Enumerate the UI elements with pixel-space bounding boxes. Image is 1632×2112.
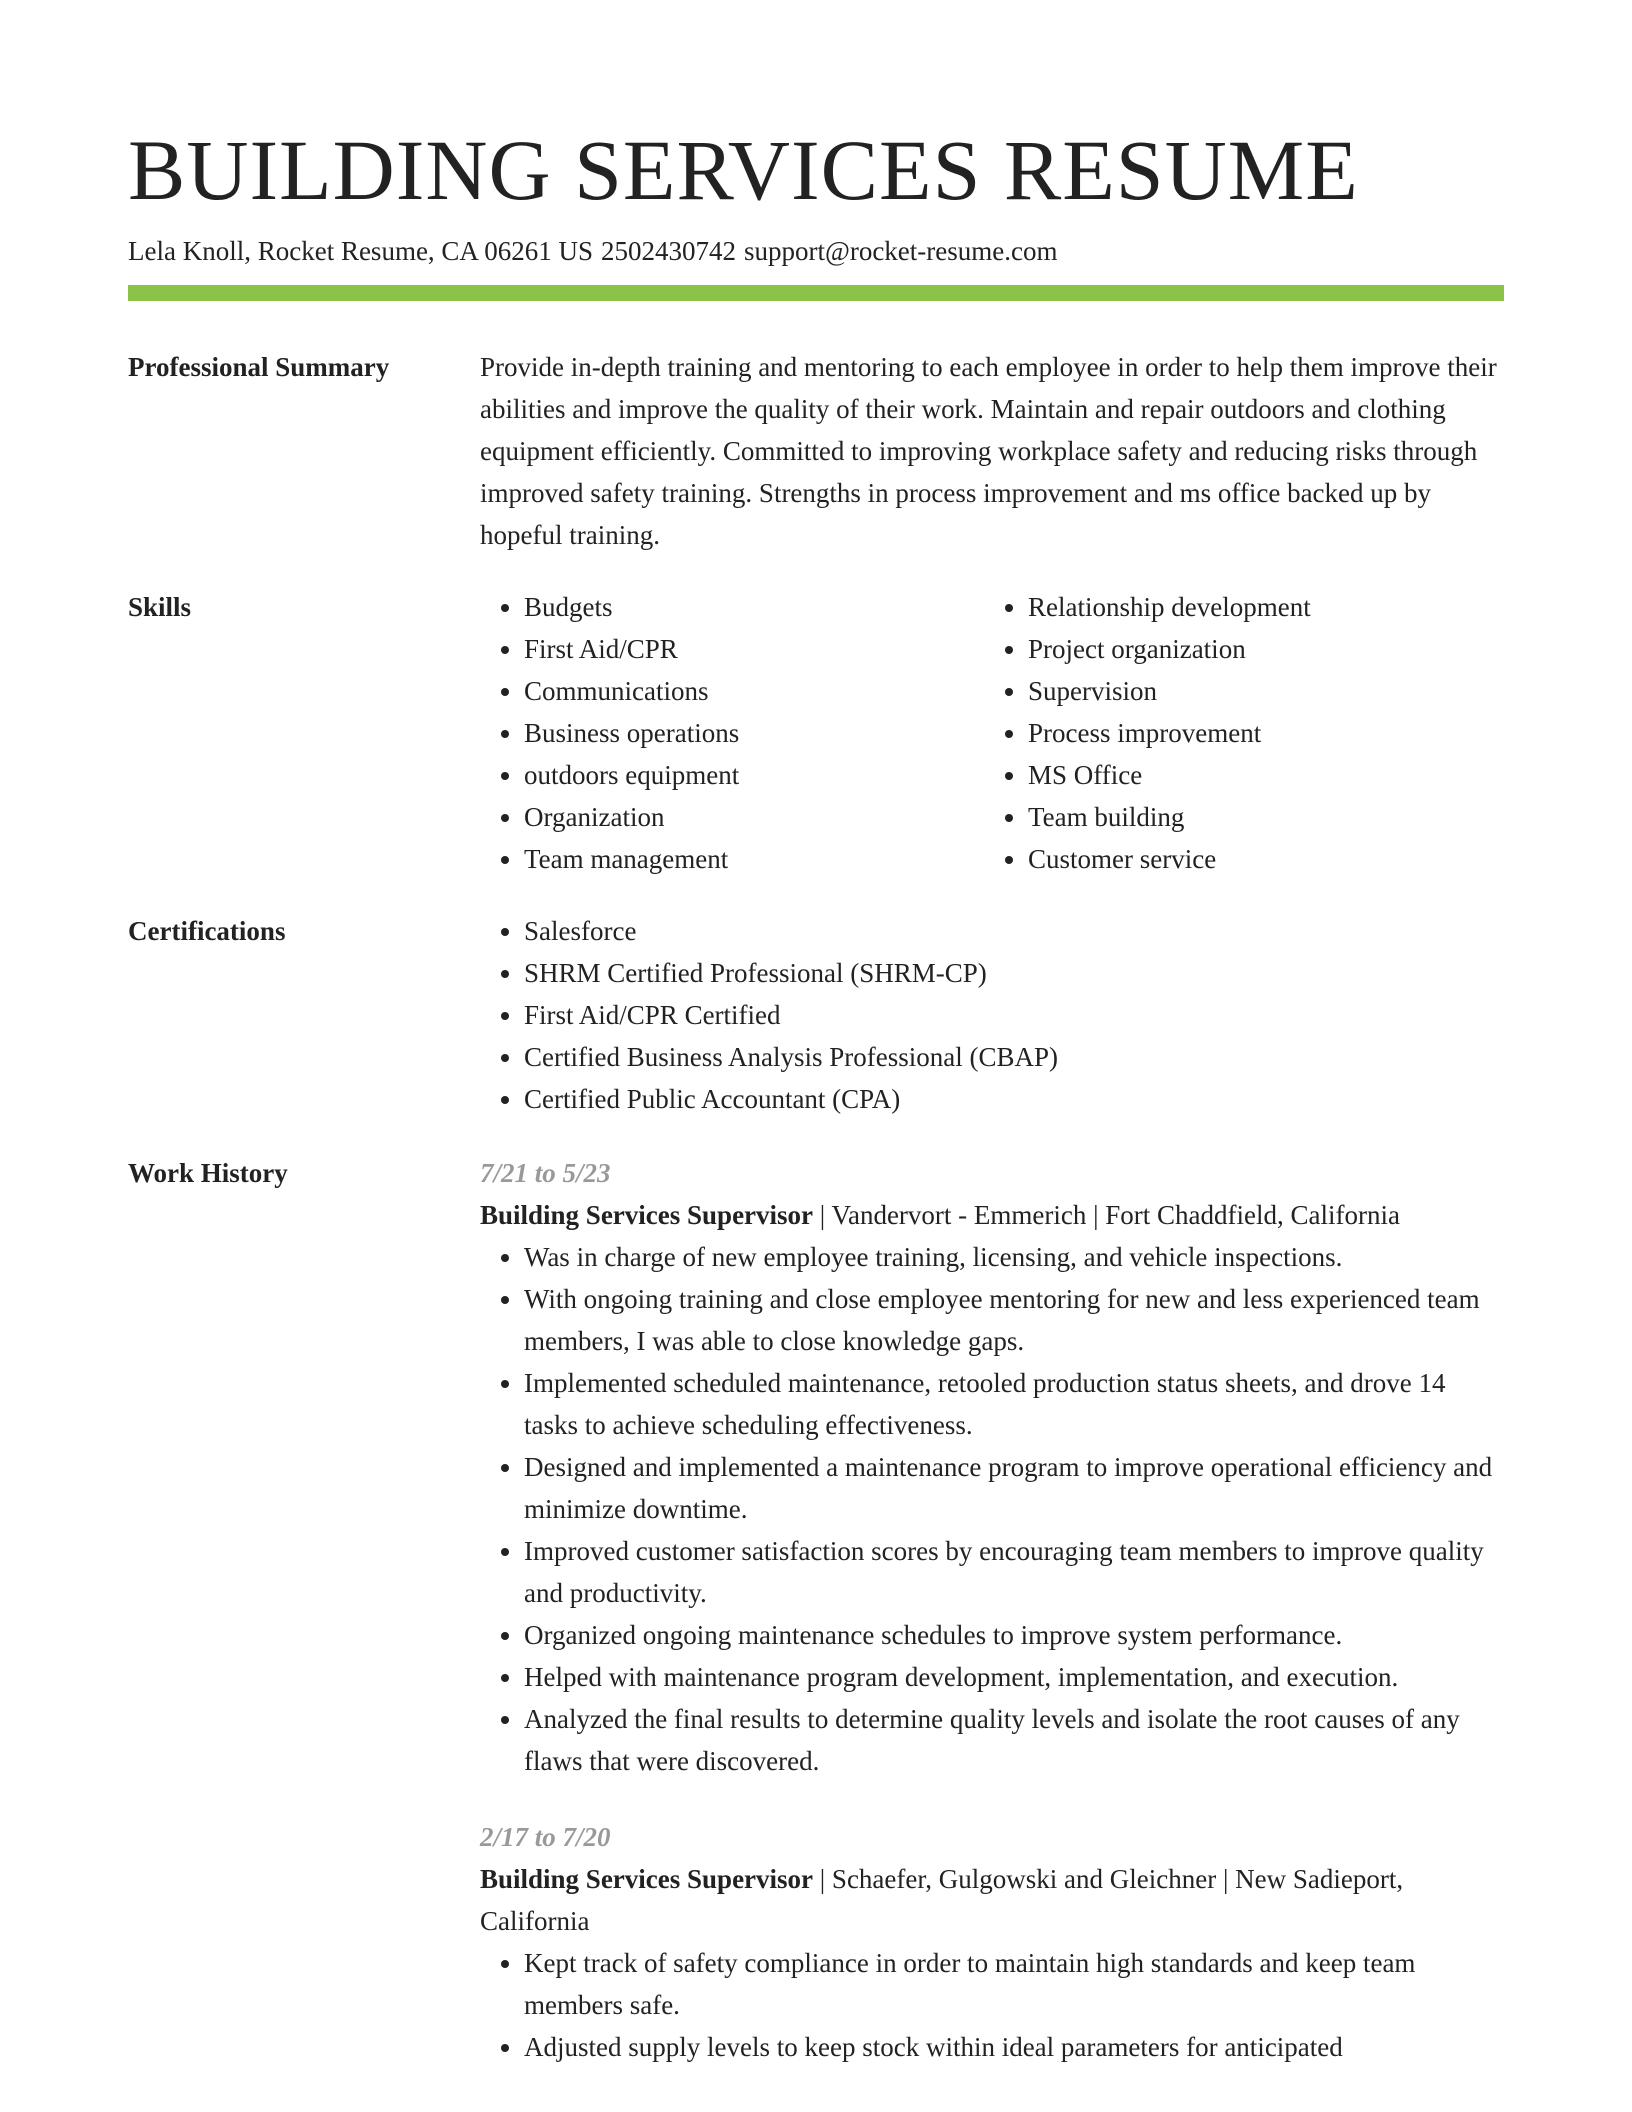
summary-body bbox=[480, 346, 1504, 556]
skills-column-right bbox=[984, 586, 1488, 880]
job-heading-line bbox=[480, 1858, 1504, 1942]
skill-item: • Relationship development bbox=[1028, 586, 1488, 628]
certification-item: • Salesforce bbox=[524, 910, 1504, 952]
certification-item: • SHRM Certified Professional (SHRM-CP) bbox=[524, 952, 1504, 994]
job-heading-line bbox=[480, 1194, 1504, 1236]
contact-phone: 2502430742 bbox=[600, 236, 736, 266]
skills-grid bbox=[480, 586, 1504, 880]
job-bullet: • Was in charge of new employee training, licensing, and vehicle inspections. bbox=[524, 1236, 1504, 1278]
skills-column-left bbox=[480, 586, 984, 880]
job-entry bbox=[480, 1152, 1504, 1782]
job-dates: 7/21 to 5/23 bbox=[480, 1158, 611, 1188]
certifications-list bbox=[480, 910, 1504, 1120]
job-bullet: • Kept track of safety compliance in order to maintain high standards and keep team members safe. bbox=[524, 1942, 1504, 2026]
skill-item: • Business operations bbox=[524, 712, 984, 754]
skill-item: • First Aid/CPR bbox=[524, 628, 984, 670]
certification-item: • Certified Business Analysis Professional (CBAP) bbox=[524, 1036, 1504, 1078]
skill-item: • Budgets bbox=[524, 586, 984, 628]
work-history-heading: Work History bbox=[128, 1158, 288, 1188]
summary-text: Provide in-depth training and mentoring to each employee in order to help them improve their abilities and improve the quality of their work. Maintain and repair outdoors and clothing equipment efficiently. Committed to improving workplace safety and reducing risks through improved safety training. Strengths in process improvement and ms office backed up by hopeful training. bbox=[480, 352, 1497, 550]
skill-item: • Supervision bbox=[1028, 670, 1488, 712]
skill-item: • Communications bbox=[524, 670, 984, 712]
contact-email: support@rocket-resume.com bbox=[743, 236, 1058, 266]
job-title: Building Services Supervisor bbox=[480, 1200, 814, 1230]
resume-header bbox=[128, 120, 1504, 268]
work-history-body bbox=[480, 1152, 1504, 2068]
job-bullet: • Improved customer satisfaction scores by encouraging team members to improve quality and productivity. bbox=[524, 1530, 1504, 1614]
certification-item: • Certified Public Accountant (CPA) bbox=[524, 1078, 1504, 1120]
job-bullet: • Helped with maintenance program development, implementation, and execution. bbox=[524, 1656, 1504, 1698]
accent-divider bbox=[128, 285, 1504, 301]
skill-item: • Project organization bbox=[1028, 628, 1488, 670]
certification-item: • First Aid/CPR Certified bbox=[524, 994, 1504, 1036]
job-bullet: • With ongoing training and close employee mentoring for new and less experienced team members, I was able to close knowledge gaps. bbox=[524, 1278, 1504, 1362]
job-bullets bbox=[480, 1236, 1504, 1782]
contact-line bbox=[128, 234, 1504, 268]
skills-list-left bbox=[480, 586, 984, 880]
summary-heading: Professional Summary bbox=[128, 352, 390, 382]
skill-item: • Team management bbox=[524, 838, 984, 880]
job-title: Building Services Supervisor bbox=[480, 1864, 814, 1894]
skills-body bbox=[480, 586, 1504, 880]
skill-item: • MS Office bbox=[1028, 754, 1488, 796]
job-bullet: • Designed and implemented a maintenance program to improve operational efficiency and minimize downtime. bbox=[524, 1446, 1504, 1530]
contact-name-address: Lela Knoll, Rocket Resume, CA 06261 US bbox=[128, 236, 593, 266]
job-bullet: • Implemented scheduled maintenance, retooled production status sheets, and drove 14 tasks to achieve scheduling effectiveness. bbox=[524, 1362, 1504, 1446]
skill-item: • Organization bbox=[524, 796, 984, 838]
certifications-heading: Certifications bbox=[128, 916, 286, 946]
job-bullet: • Adjusted supply levels to keep stock within ideal parameters for anticipated bbox=[524, 2026, 1504, 2068]
skill-item: • outdoors equipment bbox=[524, 754, 984, 796]
job-bullet: • Analyzed the final results to determine quality levels and isolate the root causes of any flaws that were discovered. bbox=[524, 1698, 1504, 1782]
job-employer-location: | Schaefer, Gulgowski and Gleichner | New Sadieport, California bbox=[480, 1864, 1404, 1936]
skill-item: • Team building bbox=[1028, 796, 1488, 838]
skills-heading: Skills bbox=[128, 592, 192, 622]
skill-item: • Customer service bbox=[1028, 838, 1488, 880]
skill-item: • Process improvement bbox=[1028, 712, 1488, 754]
job-entry bbox=[480, 1816, 1504, 2068]
skills-list-right bbox=[984, 586, 1488, 880]
job-dates: 2/17 to 7/20 bbox=[480, 1822, 611, 1852]
resume-title: BUILDING SERVICES RESUME bbox=[128, 122, 1359, 218]
job-bullets bbox=[480, 1942, 1504, 2068]
job-bullet: • Organized ongoing maintenance schedules to improve system performance. bbox=[524, 1614, 1504, 1656]
certifications-body bbox=[480, 910, 1504, 1120]
job-employer-location: | Vandervort - Emmerich | Fort Chaddfield, California bbox=[813, 1200, 1400, 1230]
